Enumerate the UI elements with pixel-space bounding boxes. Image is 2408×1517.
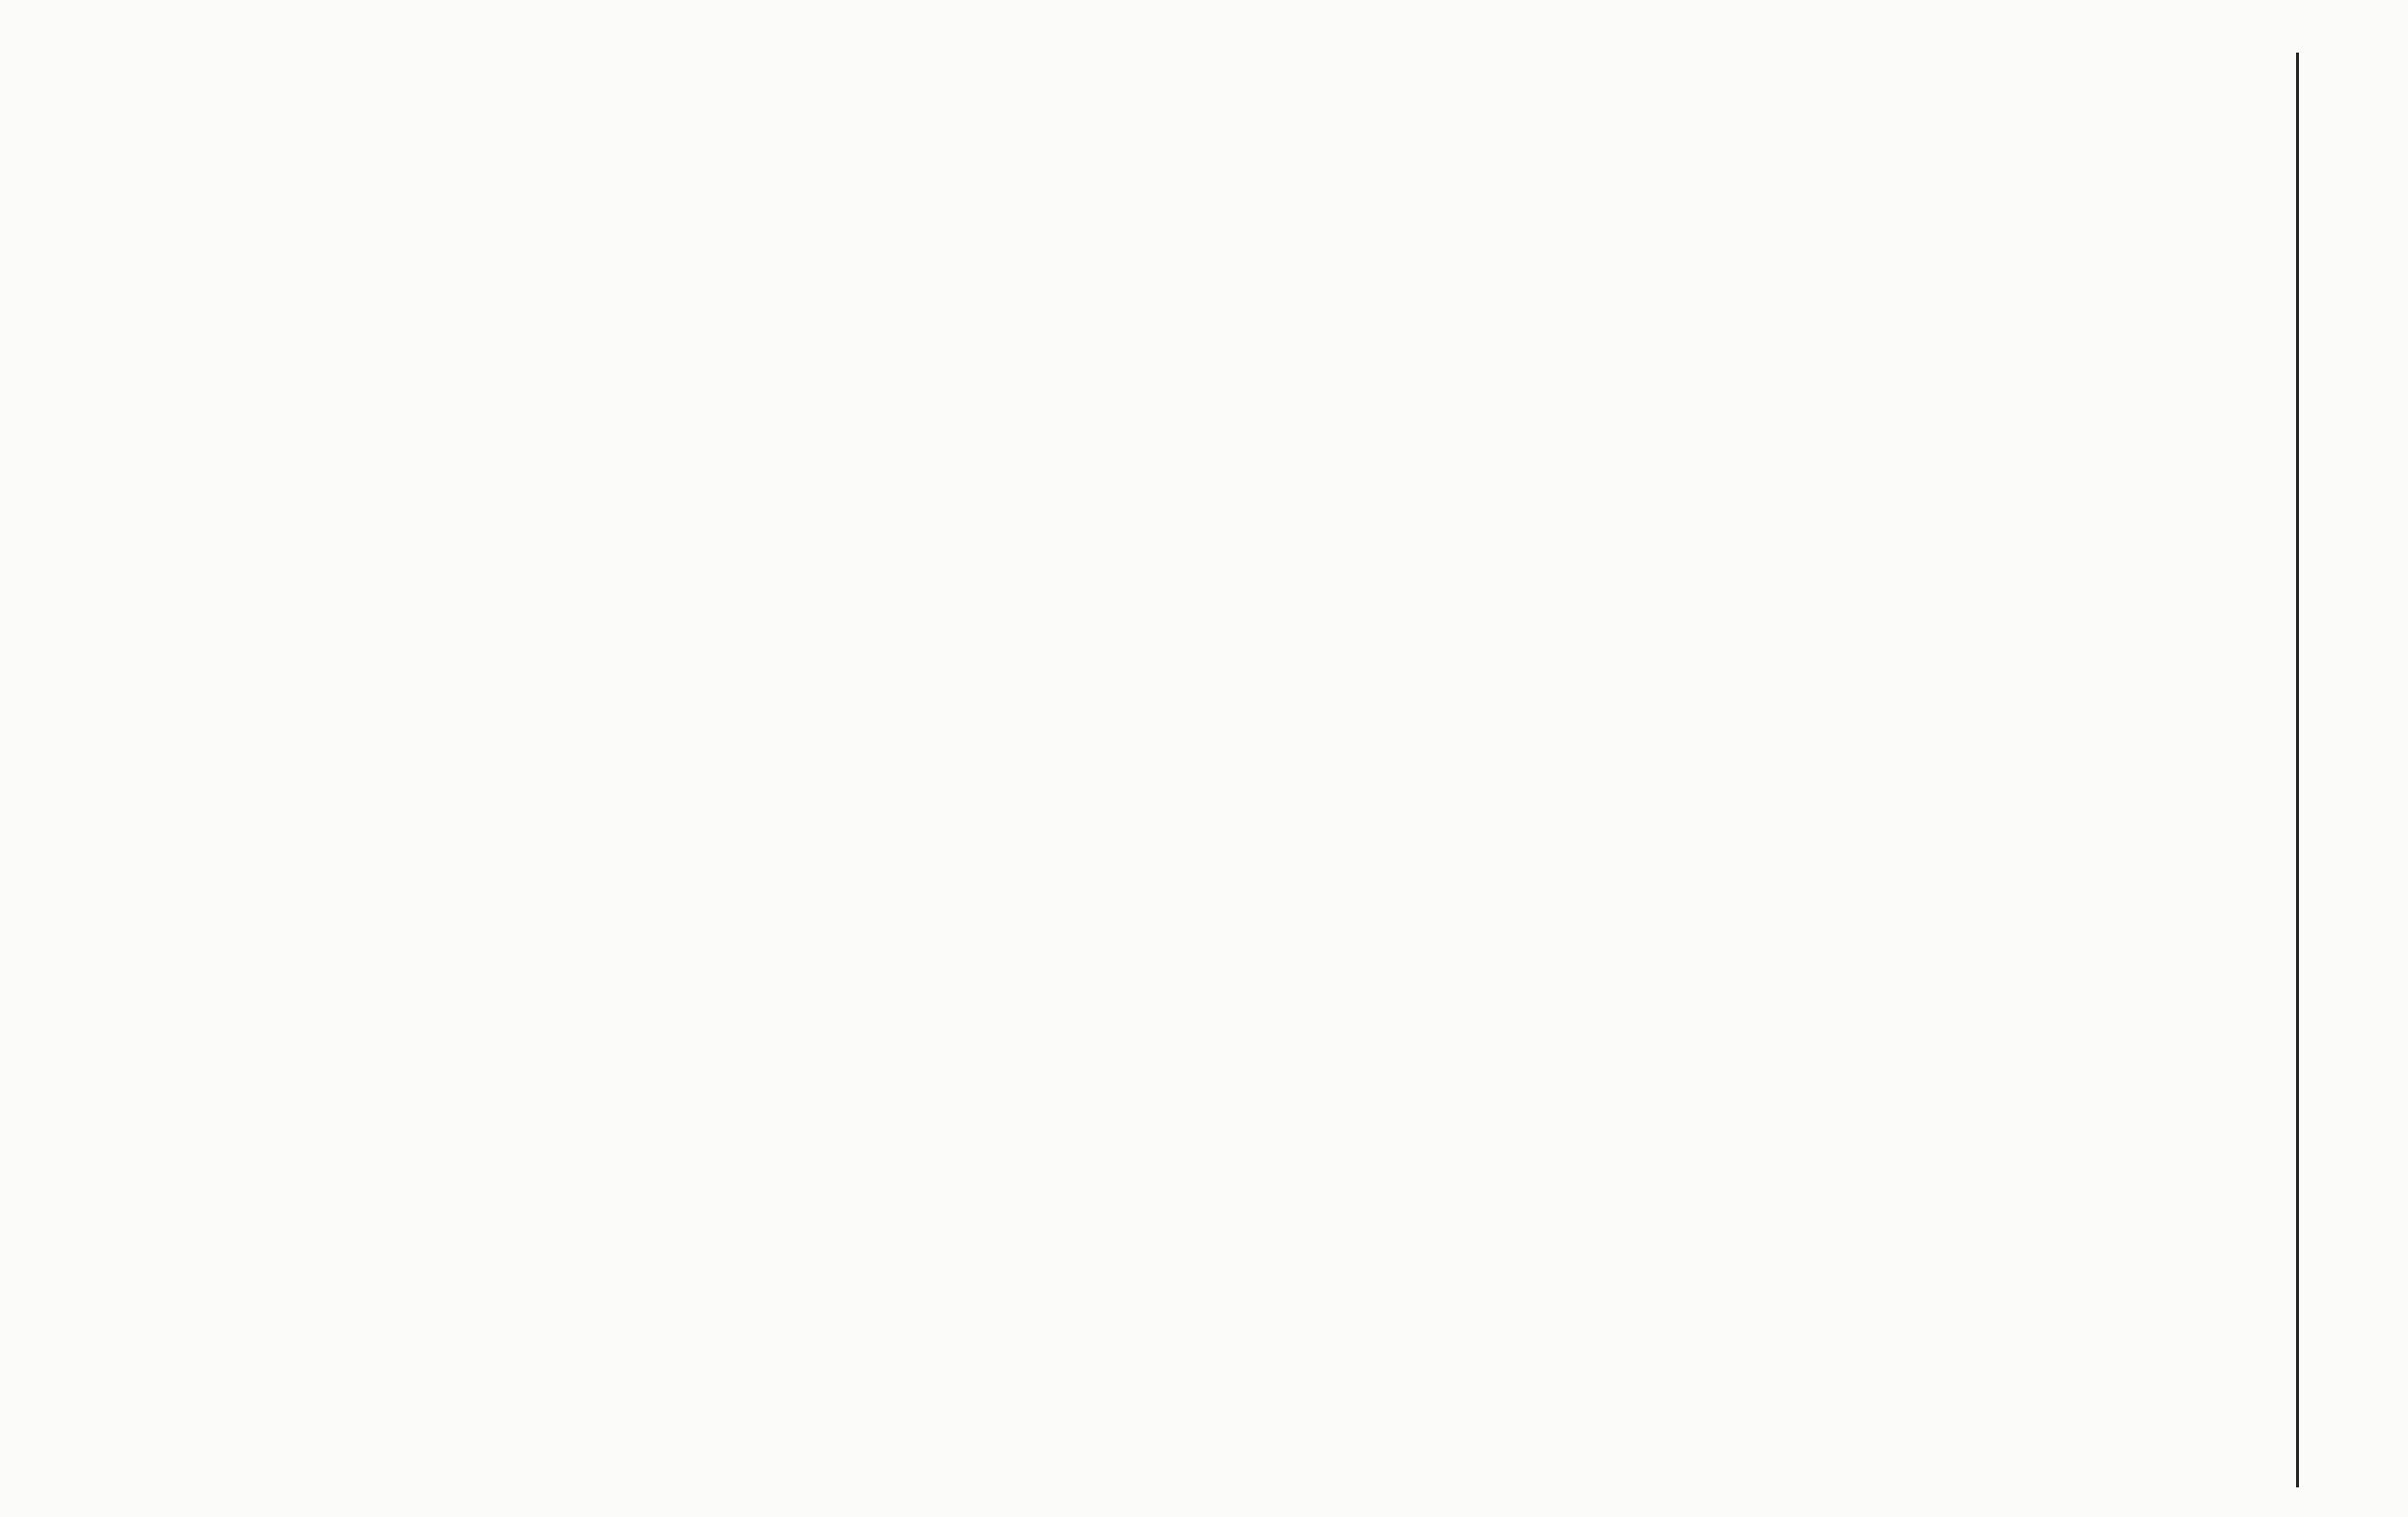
page-rule [2296, 53, 2299, 1487]
